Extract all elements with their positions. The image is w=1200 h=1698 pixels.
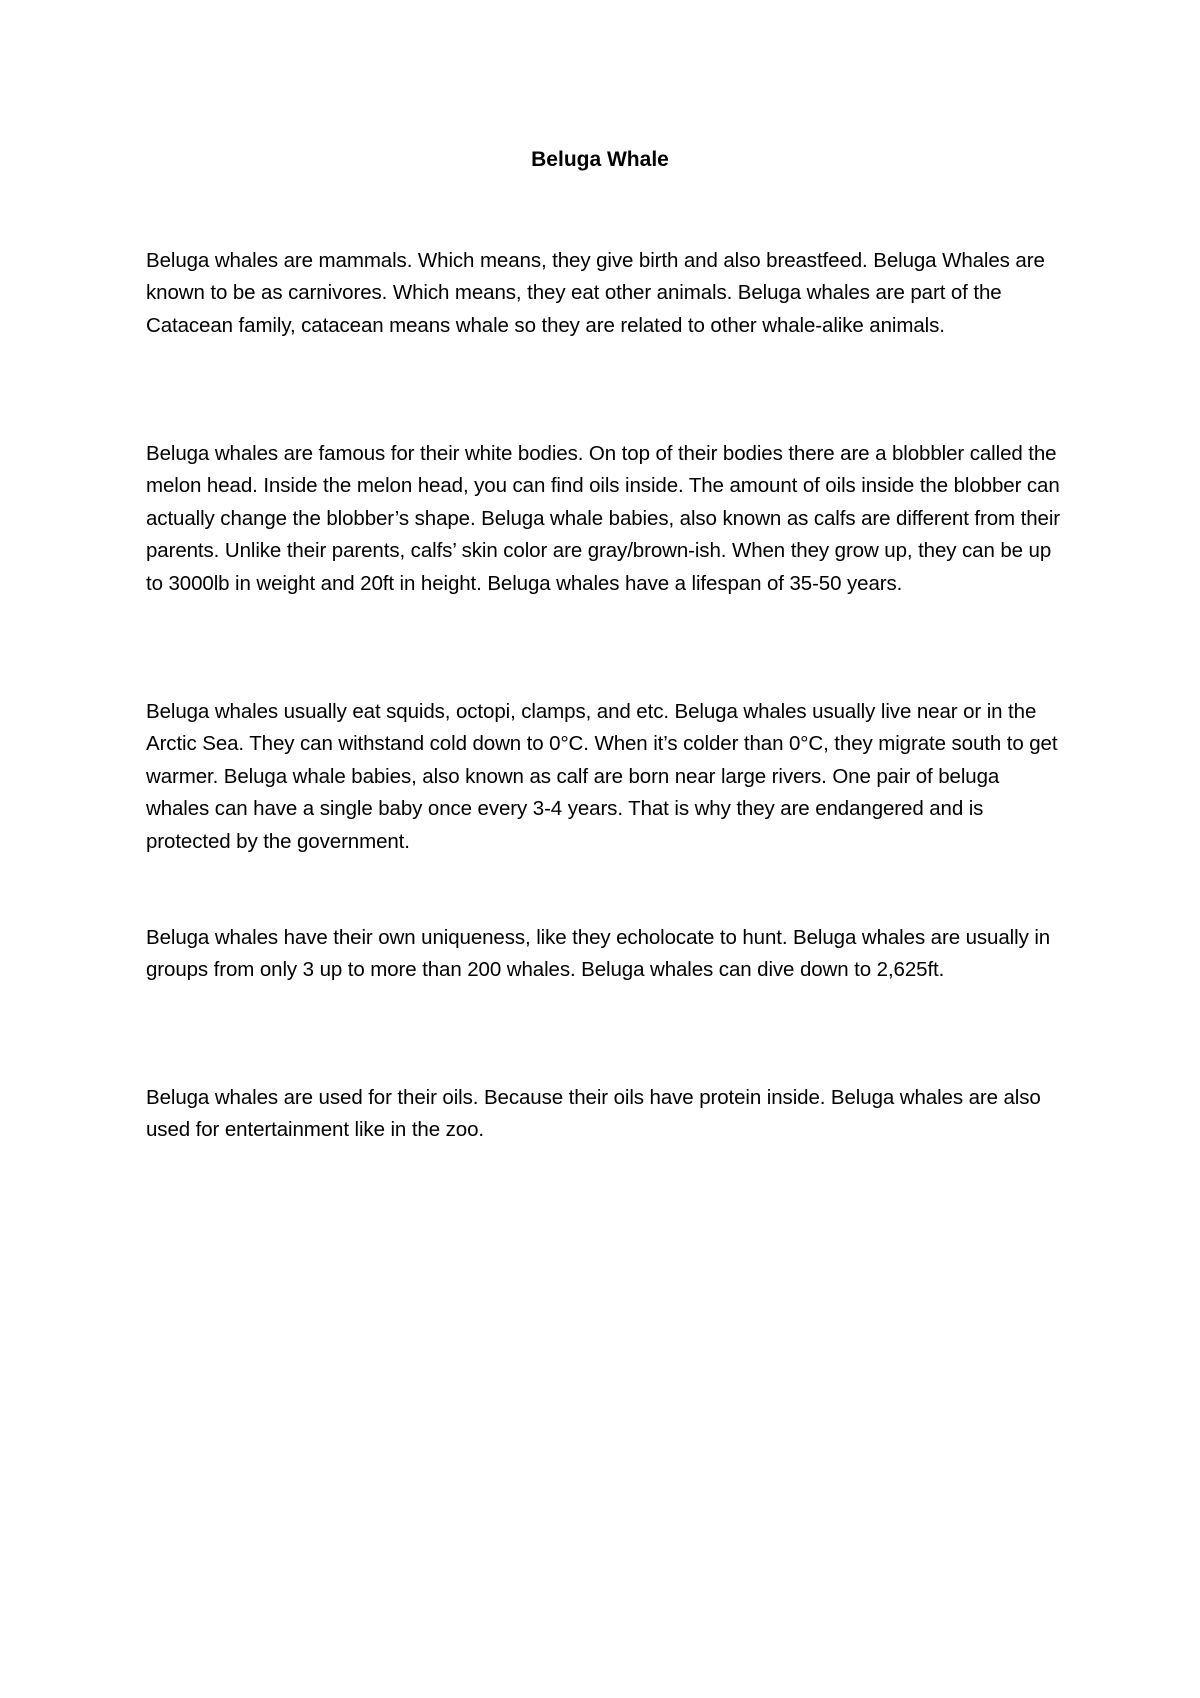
document-title: Beluga Whale bbox=[531, 148, 669, 171]
paragraph-uniqueness: Beluga whales have their own uniqueness, like they echolocate to hunt. Beluga whales are usually in groups from only 3 up to more than 200 whales. Beluga whales can dive down to 2,625ft. bbox=[146, 926, 1051, 982]
paragraph-diet-habitat: Beluga whales usually eat squids, octopi, clamps, and etc. Beluga whales usually live near or in the Arctic Sea. They can withstand cold down to 0°C. When it’s colder than 0°C, they migrate south to get warmer. Beluga whale babies, also known as calf are born near large rivers. One pair of beluga whales can have a single baby once every 3-4 years. That is why they are endangered and is protected by the government. bbox=[146, 700, 1058, 853]
paragraph-uses: Beluga whales are used for their oils. Because their oils have protein inside. Beluga whales are also used for entertainment like in the zoo. bbox=[146, 1086, 1041, 1142]
paragraph-mammals: Beluga whales are mammals. Which means, they give birth and also breastfeed. Beluga Whales are known to be as carnivores. Which means, they eat other animals. Beluga whales are part of the Catacean family, catacean means whale so they are related to other whale-alike animals. bbox=[146, 249, 1045, 337]
paragraph-appearance: Beluga whales are famous for their white bodies. On top of their bodies there are a blobbler called the melon head. Inside the melon head, you can find oils inside. The amount of oils inside the blobber can actually change the blobber’s shape. Beluga whale babies, also known as calfs are different from their parents. Unlike their parents, calfs’ skin color are gray/brown-ish. When they grow up, they can be up to 3000lb in weight and 20ft in height. Beluga whales have a lifespan of 35-50 years. bbox=[146, 442, 1061, 595]
